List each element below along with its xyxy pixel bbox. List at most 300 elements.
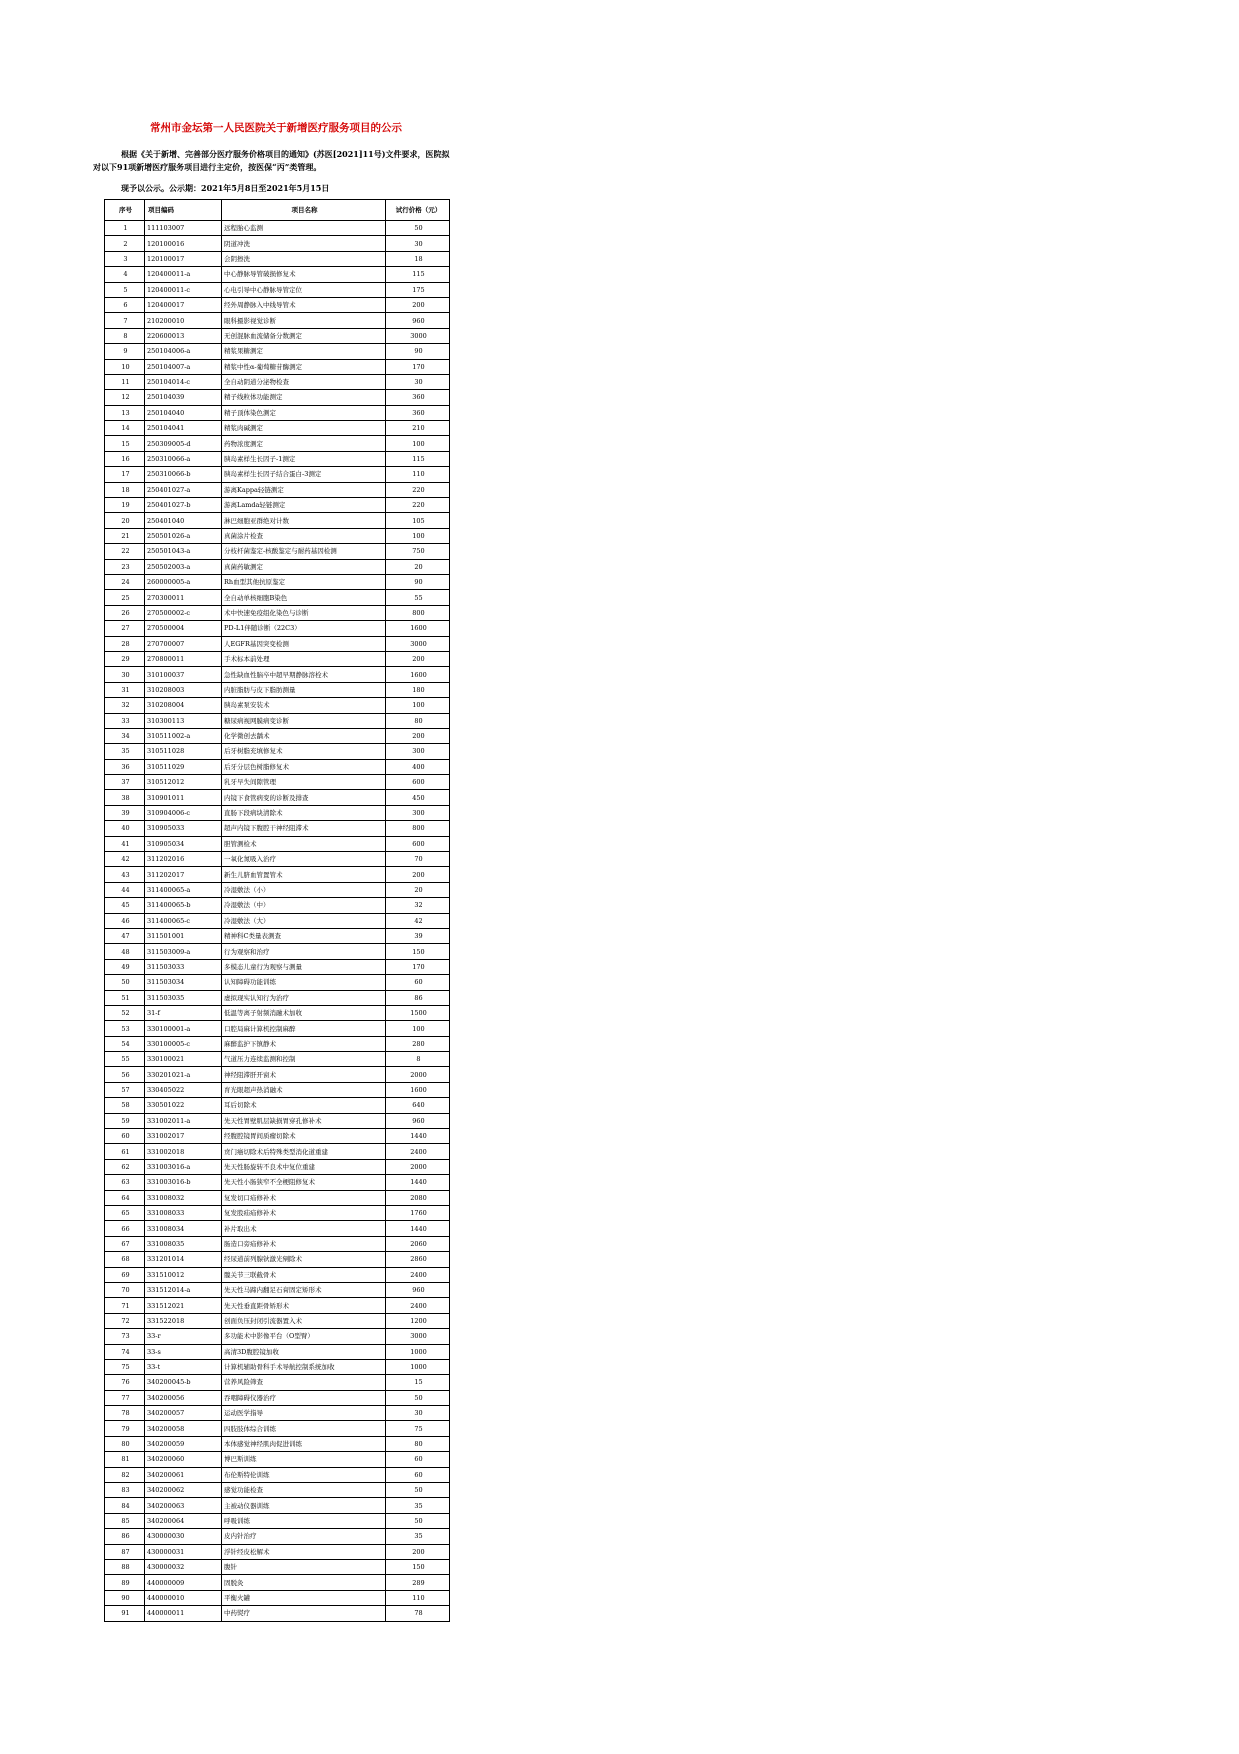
cell-trial-price: 50: [386, 1483, 450, 1498]
table-row: [105, 1005, 450, 1020]
cell-item-name: 全自动单核细胞B染色: [222, 590, 386, 605]
cell-item-code: 120400011-c: [145, 282, 222, 297]
cell-serial-no: 43: [105, 867, 145, 882]
table-row: [105, 1144, 450, 1159]
cell-item-code: 310904006-c: [145, 805, 222, 820]
cell-trial-price: 640: [386, 1098, 450, 1113]
cell-item-name: 游离Kappa轻链测定: [222, 482, 386, 497]
cell-item-name: 低温等离子射频消融术加收: [222, 1005, 386, 1020]
cell-trial-price: 2400: [386, 1267, 450, 1282]
table-row: [105, 328, 450, 343]
cell-item-code: 331003016-a: [145, 1159, 222, 1174]
cell-item-code: 33-r: [145, 1329, 222, 1344]
cell-trial-price: 18: [386, 251, 450, 266]
cell-item-name: 后牙分层色树脂修复术: [222, 759, 386, 774]
cell-serial-no: 42: [105, 852, 145, 867]
intro-paragraph: [93, 148, 453, 174]
cell-item-code: 310100037: [145, 667, 222, 682]
cell-serial-no: 51: [105, 990, 145, 1005]
cell-serial-no: 80: [105, 1436, 145, 1451]
cell-trial-price: 60: [386, 975, 450, 990]
cell-serial-no: 81: [105, 1452, 145, 1467]
cell-trial-price: 86: [386, 990, 450, 1005]
table-row: [105, 1559, 450, 1574]
cell-serial-no: 6: [105, 297, 145, 312]
cell-serial-no: 62: [105, 1159, 145, 1174]
cell-trial-price: 20: [386, 559, 450, 574]
cell-item-name: 内镜下食管病变的诊断及排查: [222, 790, 386, 805]
table-row: [105, 898, 450, 913]
table-row: [105, 451, 450, 466]
cell-serial-no: 22: [105, 544, 145, 559]
cell-trial-price: 360: [386, 405, 450, 420]
cell-serial-no: 41: [105, 836, 145, 851]
table-row: [105, 590, 450, 605]
cell-item-name: 复发切口疝修补术: [222, 1190, 386, 1205]
cell-item-name: 麻醉监护下镇静术: [222, 1036, 386, 1051]
cell-serial-no: 69: [105, 1267, 145, 1282]
cell-item-name: 经腹腔镜胃间质瘤切除术: [222, 1129, 386, 1144]
table-row: [105, 1421, 450, 1436]
cell-item-code: 310300113: [145, 713, 222, 728]
cell-item-name: 吞咽障碍仪器治疗: [222, 1390, 386, 1405]
cell-serial-no: 46: [105, 913, 145, 928]
cell-item-code: 250502003-a: [145, 559, 222, 574]
cell-trial-price: 1200: [386, 1313, 450, 1328]
cell-item-code: 330405022: [145, 1082, 222, 1097]
cell-item-name: 化学微创去龋术: [222, 728, 386, 743]
cell-item-name: 远程胎心监测: [222, 221, 386, 236]
cell-item-name: 多模态儿童行为观察与测量: [222, 959, 386, 974]
cell-trial-price: 100: [386, 698, 450, 713]
cell-trial-price: 170: [386, 359, 450, 374]
cell-serial-no: 17: [105, 467, 145, 482]
table-row: [105, 698, 450, 713]
cell-serial-no: 85: [105, 1513, 145, 1528]
table-row: [105, 1175, 450, 1190]
cell-item-code: 331003016-b: [145, 1175, 222, 1190]
table-row: [105, 1590, 450, 1605]
cell-trial-price: 170: [386, 959, 450, 974]
cell-serial-no: 34: [105, 728, 145, 743]
cell-item-code: 310511029: [145, 759, 222, 774]
cell-serial-no: 25: [105, 590, 145, 605]
table-row: [105, 1267, 450, 1282]
cell-item-name: 腹针: [222, 1559, 386, 1574]
cell-item-name: 口腔局麻计算机控制麻醉: [222, 1021, 386, 1036]
cell-trial-price: 960: [386, 1113, 450, 1128]
cell-trial-price: 70: [386, 852, 450, 867]
cell-item-name: 后牙树脂充填修复术: [222, 744, 386, 759]
cell-trial-price: 360: [386, 390, 450, 405]
cell-serial-no: 13: [105, 405, 145, 420]
cell-serial-no: 5: [105, 282, 145, 297]
table-row: [105, 1129, 450, 1144]
cell-serial-no: 83: [105, 1483, 145, 1498]
cell-item-name: 胰岛素样生长因子-1测定: [222, 451, 386, 466]
cell-item-name: 先天性胃壁肌层缺损胃穿孔修补术: [222, 1113, 386, 1128]
table-row: [105, 1436, 450, 1451]
cell-serial-no: 27: [105, 621, 145, 636]
table-row: [105, 297, 450, 312]
cell-item-name: 中心静脉导管破损修复术: [222, 267, 386, 282]
cell-item-code: 270700007: [145, 636, 222, 651]
cell-trial-price: 60: [386, 1467, 450, 1482]
cell-serial-no: 61: [105, 1144, 145, 1159]
table-row: [105, 728, 450, 743]
cell-serial-no: 70: [105, 1282, 145, 1297]
cell-item-name: 急性缺血性脑卒中超早期静脉溶栓术: [222, 667, 386, 682]
cell-item-name: 本体感觉神经肌肉促进训练: [222, 1436, 386, 1451]
cell-trial-price: 1440: [386, 1175, 450, 1190]
cell-item-name: 先天性垂直距骨矫形术: [222, 1298, 386, 1313]
cell-serial-no: 33: [105, 713, 145, 728]
cell-item-name: 新生儿脐血管置管术: [222, 867, 386, 882]
cell-item-name: 高清3D腹腔镜加收: [222, 1344, 386, 1359]
cell-item-name: 糖尿病视网膜病变诊断: [222, 713, 386, 728]
cell-trial-price: 42: [386, 913, 450, 928]
cell-item-name: 浮针经皮松解术: [222, 1544, 386, 1559]
cell-serial-no: 3: [105, 251, 145, 266]
table-row: [105, 236, 450, 251]
table-row: [105, 713, 450, 728]
cell-item-code: 270500004: [145, 621, 222, 636]
cell-item-code: 340200062: [145, 1483, 222, 1498]
cell-item-code: 440000009: [145, 1575, 222, 1590]
cell-trial-price: 90: [386, 574, 450, 589]
cell-trial-price: 8: [386, 1052, 450, 1067]
cell-item-name: 经外周静脉入中线导管术: [222, 297, 386, 312]
table-row: [105, 1513, 450, 1528]
table-row: [105, 1252, 450, 1267]
table-row: [105, 313, 450, 328]
cell-trial-price: 2080: [386, 1190, 450, 1205]
cell-item-code: 260000005-a: [145, 574, 222, 589]
cell-item-name: 补片取出术: [222, 1221, 386, 1236]
cell-item-name: 计算机辅助骨科手术导航控制系统加收: [222, 1359, 386, 1374]
cell-serial-no: 16: [105, 451, 145, 466]
table-row: [105, 1313, 450, 1328]
cell-item-name: PD-L1伴随诊断（22C3）: [222, 621, 386, 636]
table-row: [105, 359, 450, 374]
cell-trial-price: 100: [386, 528, 450, 543]
cell-item-code: 250501043-a: [145, 544, 222, 559]
cell-serial-no: 58: [105, 1098, 145, 1113]
cell-item-code: 340200045-b: [145, 1375, 222, 1390]
cell-item-name: 全自动阴道分泌物检查: [222, 374, 386, 389]
cell-serial-no: 11: [105, 374, 145, 389]
table-row: [105, 775, 450, 790]
cell-trial-price: 1440: [386, 1221, 450, 1236]
cell-item-code: 331008032: [145, 1190, 222, 1205]
table-row: [105, 636, 450, 651]
cell-trial-price: 1000: [386, 1359, 450, 1374]
cell-serial-no: 72: [105, 1313, 145, 1328]
cell-trial-price: 3000: [386, 1329, 450, 1344]
cell-trial-price: 2060: [386, 1236, 450, 1251]
cell-serial-no: 1: [105, 221, 145, 236]
cell-trial-price: 2400: [386, 1144, 450, 1159]
cell-trial-price: 300: [386, 744, 450, 759]
table-row: [105, 759, 450, 774]
cell-trial-price: 75: [386, 1421, 450, 1436]
cell-item-code: 340200056: [145, 1390, 222, 1405]
table-row: [105, 221, 450, 236]
cell-trial-price: 289: [386, 1575, 450, 1590]
table-row: [105, 1206, 450, 1221]
cell-trial-price: 80: [386, 1436, 450, 1451]
cell-serial-no: 67: [105, 1236, 145, 1251]
table-row: [105, 1021, 450, 1036]
cell-trial-price: 960: [386, 1282, 450, 1297]
cell-serial-no: 56: [105, 1067, 145, 1082]
table-row: [105, 867, 450, 882]
cell-item-name: 复发股疝疝修补术: [222, 1206, 386, 1221]
table-row: [105, 1467, 450, 1482]
cell-item-code: 250104007-a: [145, 359, 222, 374]
cell-item-code: 331008033: [145, 1206, 222, 1221]
cell-item-code: 340200058: [145, 1421, 222, 1436]
cell-trial-price: 175: [386, 282, 450, 297]
table-row: [105, 513, 450, 528]
cell-trial-price: 15: [386, 1375, 450, 1390]
cell-item-name: 胰岛素样生长因子结合蛋白-3测定: [222, 467, 386, 482]
table-row: [105, 436, 450, 451]
cell-trial-price: 200: [386, 297, 450, 312]
cell-serial-no: 10: [105, 359, 145, 374]
cell-serial-no: 15: [105, 436, 145, 451]
table-row: [105, 1221, 450, 1236]
cell-item-code: 311400065-a: [145, 882, 222, 897]
cell-serial-no: 12: [105, 390, 145, 405]
cell-item-code: 250401027-a: [145, 482, 222, 497]
cell-item-name: 眼科摄影视觉诊断: [222, 313, 386, 328]
cell-item-code: 310208004: [145, 698, 222, 713]
cell-item-code: 250104006-a: [145, 344, 222, 359]
cell-item-code: 250501026-a: [145, 528, 222, 543]
cell-item-name: 贲门癌切除术后特殊类型消化道重建: [222, 1144, 386, 1159]
cell-item-name: 术中快速免疫组化染色与诊断: [222, 605, 386, 620]
cell-item-code: 250104039: [145, 390, 222, 405]
cell-trial-price: 1600: [386, 621, 450, 636]
cell-item-name: 运动医学指导: [222, 1406, 386, 1421]
table-row: [105, 1452, 450, 1467]
table-row: [105, 1406, 450, 1421]
cell-item-name: 阴道冲洗: [222, 236, 386, 251]
cell-item-name: 游离Lamda轻链测定: [222, 498, 386, 513]
header-trial-price: 试行价格（元）: [386, 200, 450, 221]
cell-serial-no: 71: [105, 1298, 145, 1313]
cell-serial-no: 45: [105, 898, 145, 913]
cell-item-name: 布伦斯特伦训练: [222, 1467, 386, 1482]
cell-item-code: 310905033: [145, 821, 222, 836]
table-row: [105, 467, 450, 482]
cell-item-name: 虚拟现实认知行为治疗: [222, 990, 386, 1005]
table-row: [105, 975, 450, 990]
cell-serial-no: 50: [105, 975, 145, 990]
cell-item-name: 胆管测检术: [222, 836, 386, 851]
cell-trial-price: 78: [386, 1606, 450, 1621]
cell-item-name: 先天性小肠狭窄不全梗阻修复术: [222, 1175, 386, 1190]
cell-item-code: 430000031: [145, 1544, 222, 1559]
cell-trial-price: 1500: [386, 1005, 450, 1020]
cell-item-code: 331512021: [145, 1298, 222, 1313]
table-row: [105, 852, 450, 867]
table-row: [105, 621, 450, 636]
cell-serial-no: 40: [105, 821, 145, 836]
cell-item-name: 冷湿敷法（小）: [222, 882, 386, 897]
cell-trial-price: 35: [386, 1529, 450, 1544]
cell-item-code: 330201021-a: [145, 1067, 222, 1082]
cell-item-code: 220600013: [145, 328, 222, 343]
cell-serial-no: 38: [105, 790, 145, 805]
cell-item-code: 250104041: [145, 421, 222, 436]
cell-item-code: 331201014: [145, 1252, 222, 1267]
cell-trial-price: 150: [386, 944, 450, 959]
cell-serial-no: 31: [105, 682, 145, 697]
table-row: [105, 1344, 450, 1359]
header-row: [105, 200, 450, 221]
cell-item-name: 冷湿敷法（中）: [222, 898, 386, 913]
table-row: [105, 605, 450, 620]
cell-trial-price: 400: [386, 759, 450, 774]
cell-trial-price: 50: [386, 1390, 450, 1405]
cell-item-code: 311400065-c: [145, 913, 222, 928]
cell-item-code: 270500002-c: [145, 605, 222, 620]
cell-trial-price: 2400: [386, 1298, 450, 1313]
cell-item-code: 330501022: [145, 1098, 222, 1113]
cell-trial-price: 50: [386, 221, 450, 236]
cell-trial-price: 200: [386, 1544, 450, 1559]
table-row: [105, 928, 450, 943]
cell-trial-price: 1600: [386, 1082, 450, 1097]
cell-item-name: 皮内针治疗: [222, 1529, 386, 1544]
cell-item-code: 311503035: [145, 990, 222, 1005]
cell-trial-price: 3000: [386, 328, 450, 343]
cell-item-name: 真菌涂片检查: [222, 528, 386, 543]
cell-serial-no: 26: [105, 605, 145, 620]
cell-item-name: 认知障碍功能训练: [222, 975, 386, 990]
cell-item-name: 手术标本前处理: [222, 651, 386, 666]
cell-item-name: 直肠下段病块清除术: [222, 805, 386, 820]
cell-serial-no: 73: [105, 1329, 145, 1344]
cell-serial-no: 54: [105, 1036, 145, 1051]
cell-item-name: Rh血型其他抗原鉴定: [222, 574, 386, 589]
cell-item-name: 髋关节三联截骨术: [222, 1267, 386, 1282]
table-row: [105, 559, 450, 574]
cell-item-code: 311503034: [145, 975, 222, 990]
cell-item-name: 分枝杆菌鉴定-核酸鉴定与耐药基因检测: [222, 544, 386, 559]
table-row: [105, 390, 450, 405]
cell-item-code: 250310066-a: [145, 451, 222, 466]
cell-trial-price: 90: [386, 344, 450, 359]
cell-serial-no: 84: [105, 1498, 145, 1513]
cell-serial-no: 7: [105, 313, 145, 328]
table-row: [105, 944, 450, 959]
table-row: [105, 882, 450, 897]
cell-serial-no: 91: [105, 1606, 145, 1621]
cell-trial-price: 110: [386, 1590, 450, 1605]
cell-item-code: 330100001-a: [145, 1021, 222, 1036]
cell-serial-no: 47: [105, 928, 145, 943]
table-row: [105, 574, 450, 589]
table-header: [105, 200, 450, 221]
cell-item-code: 340200063: [145, 1498, 222, 1513]
cell-item-name: 超声内镜下腹腔干神经阻滞术: [222, 821, 386, 836]
cell-trial-price: 2000: [386, 1067, 450, 1082]
cell-trial-price: 30: [386, 1406, 450, 1421]
table-row: [105, 1052, 450, 1067]
table-row: [105, 267, 450, 282]
cell-item-name: 人EGFR基因突变检测: [222, 636, 386, 651]
cell-item-name: 耳后切除术: [222, 1098, 386, 1113]
cell-serial-no: 19: [105, 498, 145, 513]
cell-item-code: 331008035: [145, 1236, 222, 1251]
table-row: [105, 1529, 450, 1544]
cell-trial-price: 60: [386, 1452, 450, 1467]
table-row: [105, 1498, 450, 1513]
cell-item-name: 经尿道前列腺钬激光剜除术: [222, 1252, 386, 1267]
cell-item-code: 340200061: [145, 1467, 222, 1482]
table-row: [105, 836, 450, 851]
cell-item-code: 330100021: [145, 1052, 222, 1067]
cell-trial-price: 1000: [386, 1344, 450, 1359]
table-row: [105, 651, 450, 666]
cell-item-code: 430000032: [145, 1559, 222, 1574]
cell-item-code: 250104040: [145, 405, 222, 420]
cell-item-code: 33-t: [145, 1359, 222, 1374]
publicity-period: 现予以公示。公示期：2021年5月8日至2021年5月15日: [121, 183, 330, 193]
table-row: [105, 990, 450, 1005]
cell-item-code: 250104014-c: [145, 374, 222, 389]
cell-item-code: 440000011: [145, 1606, 222, 1621]
table-row: [105, 790, 450, 805]
table-row: [105, 1159, 450, 1174]
cell-trial-price: 20: [386, 882, 450, 897]
cell-item-code: 331522018: [145, 1313, 222, 1328]
table-row: [105, 1390, 450, 1405]
cell-serial-no: 87: [105, 1544, 145, 1559]
table-row: [105, 1298, 450, 1313]
cell-item-code: 111103007: [145, 221, 222, 236]
new-services-table: [104, 199, 450, 1622]
cell-trial-price: 180: [386, 682, 450, 697]
cell-item-code: 310901011: [145, 790, 222, 805]
cell-trial-price: 32: [386, 898, 450, 913]
table-row: [105, 1190, 450, 1205]
cell-item-name: 会阴擦洗: [222, 251, 386, 266]
cell-item-code: 310208003: [145, 682, 222, 697]
cell-serial-no: 78: [105, 1406, 145, 1421]
cell-serial-no: 44: [105, 882, 145, 897]
cell-item-name: 呼吸训练: [222, 1513, 386, 1528]
cell-trial-price: 50: [386, 1513, 450, 1528]
table-row: [105, 1606, 450, 1621]
cell-trial-price: 35: [386, 1498, 450, 1513]
cell-item-code: 340200057: [145, 1406, 222, 1421]
cell-item-code: 270300011: [145, 590, 222, 605]
cell-serial-no: 36: [105, 759, 145, 774]
table-row: [105, 282, 450, 297]
cell-item-code: 331002011-a: [145, 1113, 222, 1128]
cell-serial-no: 55: [105, 1052, 145, 1067]
cell-item-code: 340200059: [145, 1436, 222, 1451]
cell-item-name: 乳牙早失间隙管理: [222, 775, 386, 790]
cell-serial-no: 90: [105, 1590, 145, 1605]
cell-item-name: 多功能术中影像平台（O型臂）: [222, 1329, 386, 1344]
cell-serial-no: 18: [105, 482, 145, 497]
cell-item-name: 中药熨疗: [222, 1606, 386, 1621]
